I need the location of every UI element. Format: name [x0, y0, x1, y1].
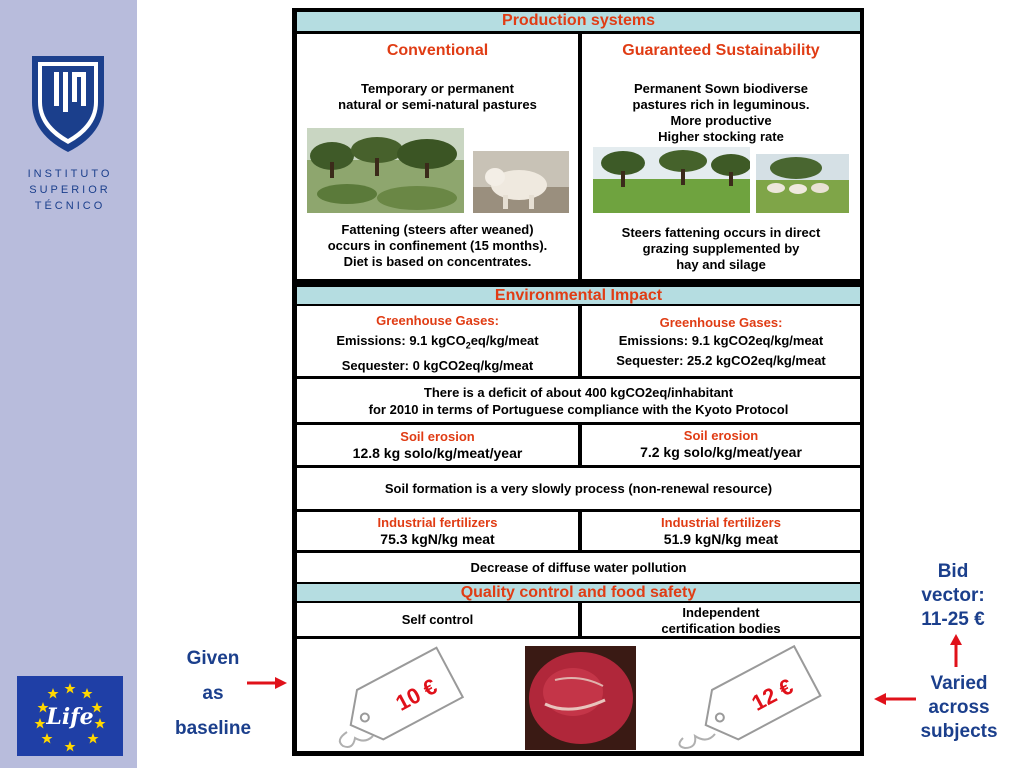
sustainable-fattening: Steers fattening occurs in direct grazing supplemented by hay and silage [582, 222, 860, 278]
grazing-cattle-photo [756, 154, 849, 213]
sustainable-ghg [582, 306, 860, 376]
conventional-pasture: Temporary or permanent natural or semi-natural pastures [338, 81, 537, 112]
price-sustainable: 12 € [747, 673, 798, 716]
conventional-sequester: Sequester: 0 kgCO2eq/kg/meat [341, 357, 534, 373]
bid-vector-annotation: Bid vector: 11-25 € [921, 561, 985, 630]
conventional-title: Conventional [386, 42, 489, 59]
varied-annotation: Varied across subjects [920, 673, 998, 742]
ghg-label: Greenhouse Gases: [376, 313, 499, 328]
erosion-label: Soil erosion [400, 429, 475, 444]
sustainable-fertilizers-value: 51.9 kgN/kg meat [663, 531, 779, 547]
fertilizers-label: Industrial fertilizers [661, 515, 781, 530]
section-environmental-impact: Environmental Impact [297, 287, 860, 304]
ist-shield-logo [30, 54, 106, 154]
kyoto-deficit-note: There is a deficit of about 400 kgCO2eq/inhabitant for 2010 in terms of Portuguese compliance with the Kyoto Protocol [297, 379, 860, 422]
conventional-emissions: Emissions: 9.1 kgCO$_2$eq/kg/meat [336, 333, 539, 351]
eu-life-logo [17, 676, 123, 756]
steer-confinement-photo [473, 151, 569, 213]
erosion-label: Soil erosion [683, 428, 759, 443]
conventional-fertilizers-value: 75.3 kgN/kg meat [380, 531, 495, 547]
conventional-erosion-value: 12.8 kg solo/kg/meat/year [352, 445, 523, 461]
arrow-left-icon [872, 690, 918, 708]
section-production-systems: Production systems [297, 12, 860, 31]
price-conventional: 10 € [391, 673, 442, 716]
conventional-fattening: Fattening (steers after weaned) occurs in confinement (15 months). Diet is based on concentrates. [297, 222, 578, 278]
sustainable-title: Guaranteed Sustainability [622, 42, 820, 59]
arrow-up-icon [946, 633, 966, 669]
sustainable-erosion [582, 425, 860, 465]
section-quality-control: Quality control and food safety [297, 584, 860, 601]
sustainable-sequester: Sequester: 25.2 kgCO2eq/kg/meat [616, 353, 826, 368]
conventional-quality: Self control [297, 603, 578, 636]
beef-photo [525, 646, 636, 750]
life-logo-text: Life [46, 704, 94, 730]
conventional-erosion [297, 425, 578, 465]
arrow-right-icon [245, 674, 289, 692]
sidebar [0, 0, 137, 768]
baseline-annotation: Given as baseline [174, 648, 252, 739]
ghg-label: Greenhouse Gases: [659, 315, 783, 330]
sustainable-emissions: Emissions: 9.1 kgCO2eq/kg/meat [618, 333, 824, 348]
soil-formation-note: Soil formation is a very slowly process (non-renewal resource) [297, 468, 860, 509]
sustainable-pasture: Permanent Sown biodiverse pastures rich in leguminous. More productive Higher stocking rate [632, 81, 810, 144]
price-tag-conventional [325, 640, 475, 752]
price-tag-sustainable [675, 640, 835, 752]
montado-pasture-photo [307, 128, 464, 213]
sustainable-erosion-value: 7.2 kg solo/kg/meat/year [640, 444, 802, 460]
conventional-ghg [297, 306, 578, 376]
fertilizers-label: Industrial fertilizers [377, 515, 498, 530]
sustainable-fertilizers [582, 512, 860, 550]
institution-name: INSTITUTO SUPERIOR TÉCNICO [27, 168, 113, 212]
sown-pasture-photo [593, 147, 750, 213]
sustainable-quality: Independent certification bodies [582, 603, 860, 636]
conventional-fertilizers [297, 512, 578, 550]
water-pollution-note: Decrease of diffuse water pollution [297, 553, 860, 582]
